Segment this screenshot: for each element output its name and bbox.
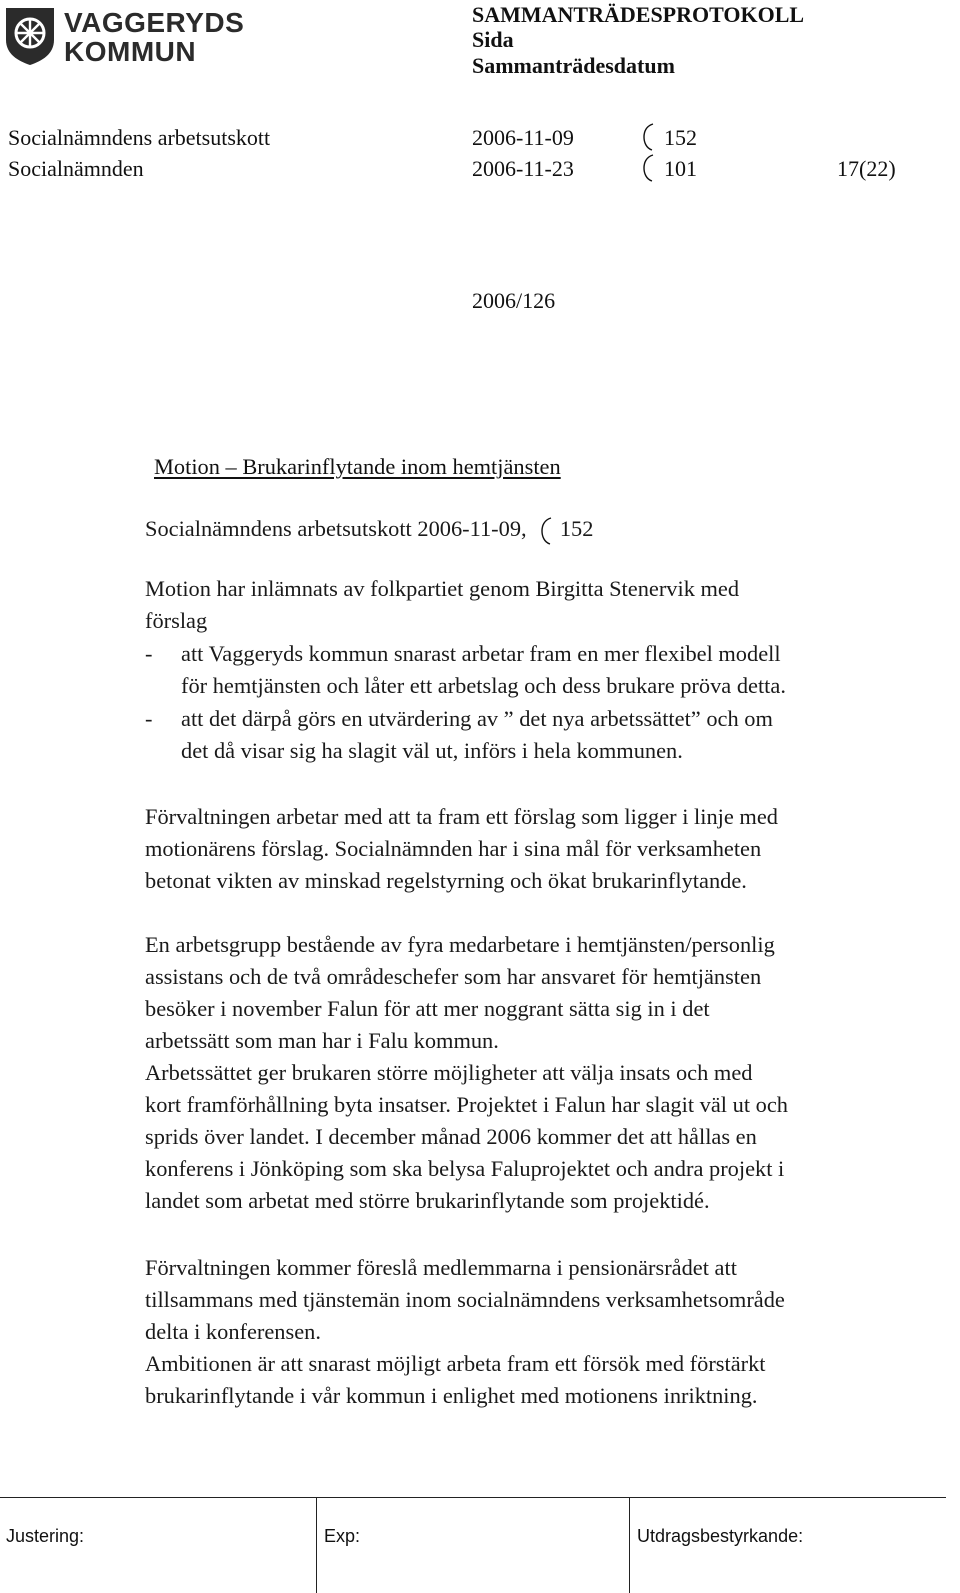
text-line: betonat vikten av minskad regelstyrning och ökat brukarinflytande. bbox=[145, 868, 747, 893]
page-number: 17(22) bbox=[837, 156, 896, 181]
document-title: Motion – Brukarinflytande inom hemtjänsten bbox=[154, 454, 561, 479]
text-line: sprids över landet. I december månad 2006 kommer det att hållas en bbox=[145, 1124, 757, 1149]
text-line: assistans och de två områdeschefer som har ansvaret för hemtjänsten bbox=[145, 964, 762, 989]
text-line: landet som arbetat med större brukarinflytande som projektidé. bbox=[145, 1188, 710, 1213]
text-line: kort framförhållning byta insatser. Projektet i Falun har slagit väl ut och bbox=[145, 1092, 788, 1117]
text-line: att Vaggeryds kommun snarast arbetar fram en mer flexibel modell bbox=[181, 641, 781, 666]
text-line: brukarinflytande i vår kommun i enlighet med motionens inriktning. bbox=[145, 1383, 758, 1408]
text-line: arbetssätt som man har i Falu kommun. bbox=[145, 1028, 499, 1053]
paragraph bbox=[145, 929, 945, 1217]
body-name: Socialnämnden bbox=[8, 156, 144, 181]
meeting-date: 2006-11-09 bbox=[472, 125, 574, 150]
bullet-dash: - bbox=[145, 706, 153, 731]
page-label: Sida bbox=[472, 27, 514, 52]
footer-divider bbox=[0, 1497, 946, 1498]
logo-text-line2: KOMMUN bbox=[64, 36, 197, 67]
text-line: motionärens förslag. Socialnämnden har i sina mål för verksamheten bbox=[145, 836, 762, 861]
text-line: konferens i Jönköping som ska belysa Faluprojektet och andra projekt i bbox=[145, 1156, 785, 1181]
bullet-dash: - bbox=[145, 641, 153, 666]
bullet-text bbox=[181, 638, 786, 702]
section-number: 101 bbox=[664, 156, 697, 181]
utdragsbestyrkande-label: Utdragsbestyrkande: bbox=[637, 1526, 804, 1546]
meeting-date-label: Sammanträdesdatum bbox=[472, 53, 675, 78]
exp-label: Exp: bbox=[324, 1526, 361, 1546]
municipality-logo bbox=[4, 6, 245, 67]
reference-text: Socialnämndens arbetsutskott 2006-11-09, bbox=[145, 516, 527, 541]
text-line: Förvaltningen arbetar med att ta fram ett förslag som ligger i linje med bbox=[145, 804, 778, 829]
case-number: 2006/126 bbox=[472, 288, 556, 313]
paragraph bbox=[145, 801, 945, 897]
text-line: förslag bbox=[145, 608, 208, 633]
section-sign-icon bbox=[538, 516, 554, 546]
text-line: det då visar sig ha slagit väl ut, införs i hela kommunen. bbox=[181, 738, 683, 763]
intro-paragraph bbox=[145, 573, 945, 637]
text-line: delta i konferensen. bbox=[145, 1319, 321, 1344]
logo-text-line1: VAGGERYDS bbox=[64, 7, 245, 38]
meeting-date: 2006-11-23 bbox=[472, 156, 574, 181]
text-line: att det därpå görs en utvärdering av ” det nya arbetssättet” och om bbox=[181, 706, 773, 731]
footer-column-divider bbox=[316, 1498, 317, 1593]
text-line: Arbetssättet ger brukaren större möjligheter att välja insats och med bbox=[145, 1060, 753, 1085]
text-line: för hemtjänsten och låter ett arbetslag och dess brukare pröva detta. bbox=[181, 673, 786, 698]
reference-section: 152 bbox=[559, 516, 594, 541]
coat-of-arms-icon bbox=[4, 6, 56, 66]
body-name: Socialnämndens arbetsutskott bbox=[8, 125, 271, 150]
text-line: tillsammans med tjänstemän inom socialnämndens verksamhetsområde bbox=[145, 1287, 785, 1312]
text-line: Motion har inlämnats av folkpartiet genom Birgitta Stenervik med bbox=[145, 576, 740, 601]
section-sign-icon bbox=[640, 153, 656, 188]
footer-column-divider bbox=[629, 1498, 630, 1593]
section-sign-icon bbox=[640, 122, 656, 157]
text-line: Förvaltningen kommer föreslå medlemmarna i pensionärsrådet att bbox=[145, 1255, 737, 1280]
reference-line bbox=[145, 513, 593, 546]
text-line: En arbetsgrupp bestående av fyra medarbetare i hemtjänsten/personlig bbox=[145, 932, 775, 957]
text-line: Ambitionen är att snarast möjligt arbeta fram ett försök med förstärkt bbox=[145, 1351, 766, 1376]
text-line: besöker i november Falun för att mer noggrant sätta sig in i det bbox=[145, 996, 710, 1021]
section-number: 152 bbox=[664, 125, 697, 150]
paragraph bbox=[145, 1252, 945, 1412]
bullet-text bbox=[181, 703, 773, 767]
justering-label: Justering: bbox=[6, 1526, 85, 1546]
protocol-title: SAMMANTRÄDESPROTOKOLL bbox=[472, 2, 805, 27]
